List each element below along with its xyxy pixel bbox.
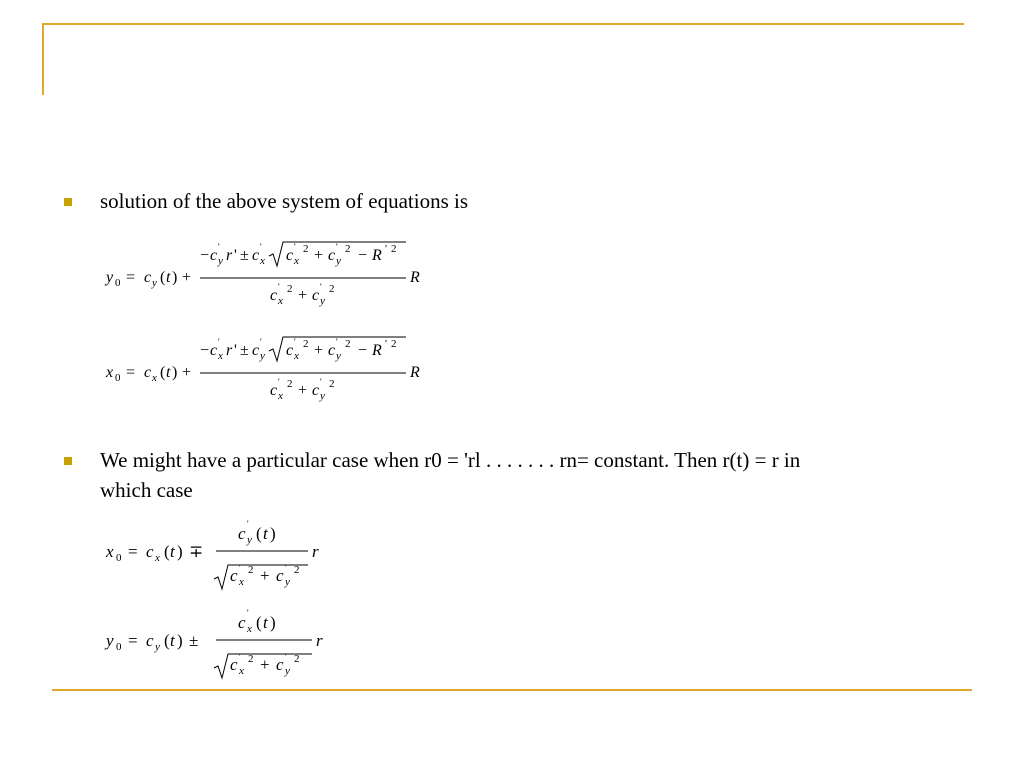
svg-text:t: t <box>170 542 175 561</box>
svg-text:y: y <box>320 390 325 402</box>
svg-text:x: x <box>278 295 283 307</box>
svg-text:': ' <box>294 337 296 347</box>
svg-text:2: 2 <box>391 243 397 255</box>
svg-text:+: + <box>298 287 308 304</box>
svg-text:0: 0 <box>115 277 121 289</box>
svg-text:r: r <box>226 247 233 264</box>
svg-text:2: 2 <box>294 564 300 576</box>
svg-text:': ' <box>294 242 296 252</box>
svg-text:y: y <box>247 534 252 546</box>
svg-text:y: y <box>218 255 223 267</box>
svg-text:c: c <box>144 364 152 381</box>
svg-text:x: x <box>260 255 265 267</box>
svg-text:c: c <box>286 247 294 264</box>
svg-text:±: ± <box>240 247 249 264</box>
svg-text:': ' <box>385 243 387 255</box>
svg-text:t: t <box>263 613 268 632</box>
svg-text:2: 2 <box>287 378 293 390</box>
bullet-text-solution: solution of the above system of equations is <box>100 189 469 213</box>
svg-text:t: t <box>166 269 171 286</box>
svg-text:−: − <box>358 247 368 264</box>
svg-text:∓: ∓ <box>189 542 204 561</box>
svg-text:(: ( <box>160 364 166 381</box>
svg-text:c: c <box>252 247 260 264</box>
svg-text:': ' <box>278 377 280 387</box>
slide-bottom-rule <box>52 689 972 691</box>
svg-text:': ' <box>320 377 322 387</box>
svg-text:(: ( <box>256 613 262 632</box>
svg-text:x: x <box>152 372 157 384</box>
svg-text:2: 2 <box>248 564 254 576</box>
svg-text:': ' <box>285 563 287 573</box>
svg-text:R: R <box>372 247 382 264</box>
svg-text:−: − <box>200 247 210 264</box>
equation-y0-constant-r <box>104 604 344 684</box>
svg-text:': ' <box>260 337 262 347</box>
svg-text:': ' <box>278 282 280 292</box>
svg-text:t: t <box>170 631 175 650</box>
svg-text:c: c <box>276 566 284 585</box>
svg-text:': ' <box>234 342 237 359</box>
svg-text:): ) <box>177 542 183 561</box>
svg-text:c: c <box>210 247 218 264</box>
svg-text:c: c <box>252 342 260 359</box>
svg-text:2: 2 <box>329 283 335 295</box>
svg-text:y: y <box>155 641 160 653</box>
svg-text:=: = <box>128 631 138 650</box>
svg-text:': ' <box>239 563 241 573</box>
svg-text:0: 0 <box>116 552 122 564</box>
svg-text:': ' <box>385 338 387 350</box>
svg-text:': ' <box>247 519 249 529</box>
svg-text:c: c <box>210 342 218 359</box>
svg-text:2: 2 <box>248 653 254 665</box>
svg-text:): ) <box>270 613 276 632</box>
svg-text:': ' <box>247 608 249 618</box>
svg-text:(: ( <box>256 524 262 543</box>
svg-text:y: y <box>320 295 325 307</box>
svg-text:R: R <box>372 342 382 359</box>
svg-text:c: c <box>276 655 284 674</box>
svg-text:x: x <box>294 255 299 267</box>
svg-text:c: c <box>144 269 152 286</box>
svg-text:x: x <box>239 665 244 677</box>
svg-text:2: 2 <box>303 338 309 350</box>
bullet-text-line: which case <box>100 478 193 502</box>
svg-text:c: c <box>328 247 336 264</box>
svg-text:': ' <box>218 337 220 347</box>
svg-text:+: + <box>298 382 308 399</box>
svg-text:c: c <box>312 382 320 399</box>
svg-text:c: c <box>238 613 246 632</box>
svg-text:t: t <box>263 524 268 543</box>
equation-x0-constant-r <box>104 515 344 595</box>
svg-text:y: y <box>336 350 341 362</box>
svg-text:0: 0 <box>116 641 122 653</box>
svg-text:c: c <box>146 542 154 561</box>
svg-text:±: ± <box>240 342 249 359</box>
svg-text:y: y <box>106 631 114 650</box>
svg-text:2: 2 <box>391 338 397 350</box>
svg-text:r: r <box>316 631 323 650</box>
svg-text:c: c <box>312 287 320 304</box>
svg-text:c: c <box>270 287 278 304</box>
svg-text:y: y <box>260 350 265 362</box>
svg-text:R: R <box>410 364 420 381</box>
svg-text:+: + <box>260 655 270 674</box>
svg-text:r: r <box>226 342 233 359</box>
svg-text:c: c <box>146 631 154 650</box>
svg-text:c: c <box>286 342 294 359</box>
equation-y0-general <box>104 238 434 310</box>
svg-text:': ' <box>336 242 338 252</box>
svg-text:c: c <box>230 566 238 585</box>
svg-text:x: x <box>247 623 252 635</box>
svg-text:': ' <box>285 652 287 662</box>
svg-text:+: + <box>314 342 324 359</box>
svg-text:x: x <box>294 350 299 362</box>
svg-text:c: c <box>270 382 278 399</box>
svg-text:=: = <box>128 542 138 561</box>
svg-text:+: + <box>260 566 270 585</box>
svg-text:+: + <box>182 269 192 286</box>
svg-text:': ' <box>260 242 262 252</box>
svg-text:y: y <box>285 665 290 677</box>
svg-text:': ' <box>234 247 237 264</box>
svg-text:c: c <box>328 342 336 359</box>
svg-text:x: x <box>155 552 160 564</box>
slide-top-rule <box>42 23 964 25</box>
svg-text:): ) <box>270 524 276 543</box>
svg-text:±: ± <box>189 631 199 650</box>
svg-text:': ' <box>320 282 322 292</box>
svg-text:x: x <box>218 350 223 362</box>
svg-text:': ' <box>218 242 220 252</box>
slide-left-rule <box>42 23 44 95</box>
svg-text:2: 2 <box>345 338 351 350</box>
svg-text:y: y <box>106 269 114 286</box>
svg-text:=: = <box>126 269 136 286</box>
equation-x0-general <box>104 333 434 405</box>
svg-text:+: + <box>314 247 324 264</box>
svg-text:': ' <box>336 337 338 347</box>
svg-text:−: − <box>358 342 368 359</box>
svg-text:c: c <box>238 524 246 543</box>
svg-text:): ) <box>172 269 178 286</box>
svg-text:y: y <box>152 277 157 289</box>
svg-text:(: ( <box>164 542 170 561</box>
svg-text:2: 2 <box>287 283 293 295</box>
svg-text:): ) <box>177 631 183 650</box>
svg-text:2: 2 <box>294 653 300 665</box>
svg-text:c: c <box>230 655 238 674</box>
bullet-text-particular-case <box>100 445 800 505</box>
svg-text:0: 0 <box>115 372 121 384</box>
svg-text:x: x <box>106 364 114 381</box>
svg-text:x: x <box>278 390 283 402</box>
svg-text:y: y <box>336 255 341 267</box>
svg-text:2: 2 <box>303 243 309 255</box>
svg-text:x: x <box>106 542 114 561</box>
bullet-marker <box>64 198 72 206</box>
svg-text:t: t <box>166 364 171 381</box>
svg-text:y: y <box>285 576 290 588</box>
svg-text:): ) <box>172 364 178 381</box>
svg-text:2: 2 <box>345 243 351 255</box>
svg-text:2: 2 <box>329 378 335 390</box>
svg-text:(: ( <box>160 269 166 286</box>
svg-text:': ' <box>239 652 241 662</box>
svg-text:=: = <box>126 364 136 381</box>
svg-text:R: R <box>410 269 420 286</box>
svg-text:−: − <box>200 342 210 359</box>
svg-text:x: x <box>239 576 244 588</box>
svg-text:(: ( <box>164 631 170 650</box>
bullet-text-line: We might have a particular case when r0 = 'rl . . . . . . . rn= constant. Then r(t) = r in <box>100 448 801 472</box>
bullet-marker <box>64 457 72 465</box>
svg-text:r: r <box>312 542 319 561</box>
svg-text:+: + <box>182 364 192 381</box>
